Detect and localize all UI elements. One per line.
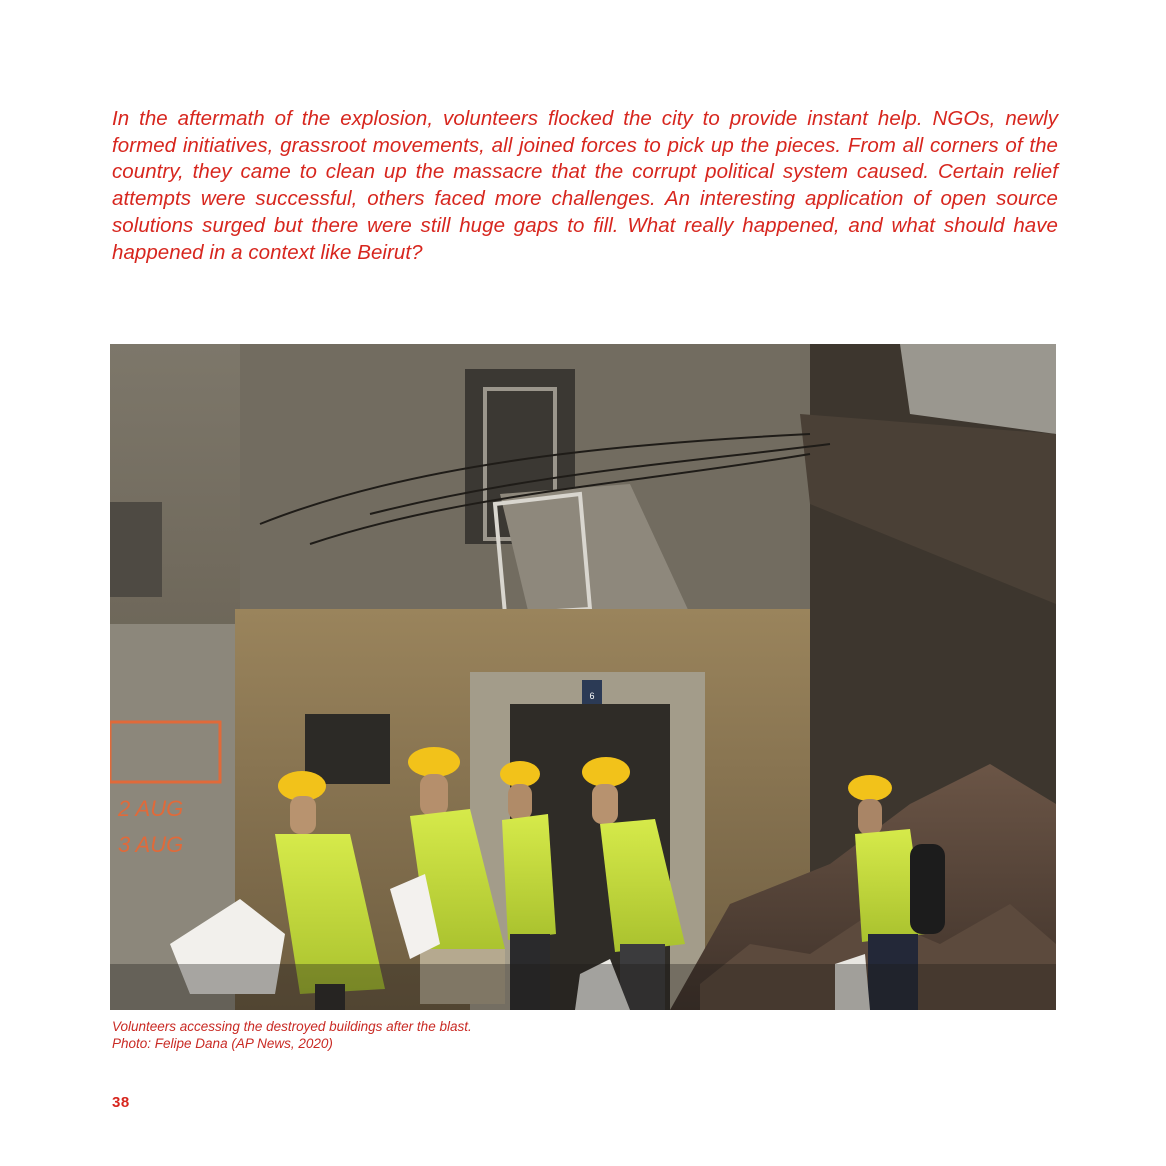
left-shutter xyxy=(110,502,162,597)
photo-caption xyxy=(112,1019,472,1052)
intro-paragraph: In the aftermath of the explosion, volunteers flocked the city to provide instant help. NGOs, newly formed initiatives, grassroot movements, all joined forces to pick up the pieces. From all corners of the country, they came to clean up the massacre that the corrupt political system caused. Certain relief attempts were successful, others faced more challenges. An interesting application of open source solutions surged but there were still huge gaps to fill. What really happened, and what should have happened in a context like Beirut? xyxy=(112,107,1058,264)
graffiti-line-2: 3 AUG xyxy=(118,832,184,857)
dark-window xyxy=(305,714,390,784)
photo-volunteers-beirut xyxy=(110,344,1056,1010)
graffiti-line-1: 2 AUG xyxy=(118,796,184,821)
door-sign-number: 6 xyxy=(589,691,595,701)
page-number: 38 xyxy=(112,1094,130,1111)
caption-credit: Photo: Felipe Dana (AP News, 2020) xyxy=(112,1035,333,1051)
photo-illustration xyxy=(110,344,1056,1010)
foreground-shade xyxy=(110,964,1056,1010)
caption-line-1: Volunteers accessing the destroyed buildings after the blast. xyxy=(112,1019,472,1034)
